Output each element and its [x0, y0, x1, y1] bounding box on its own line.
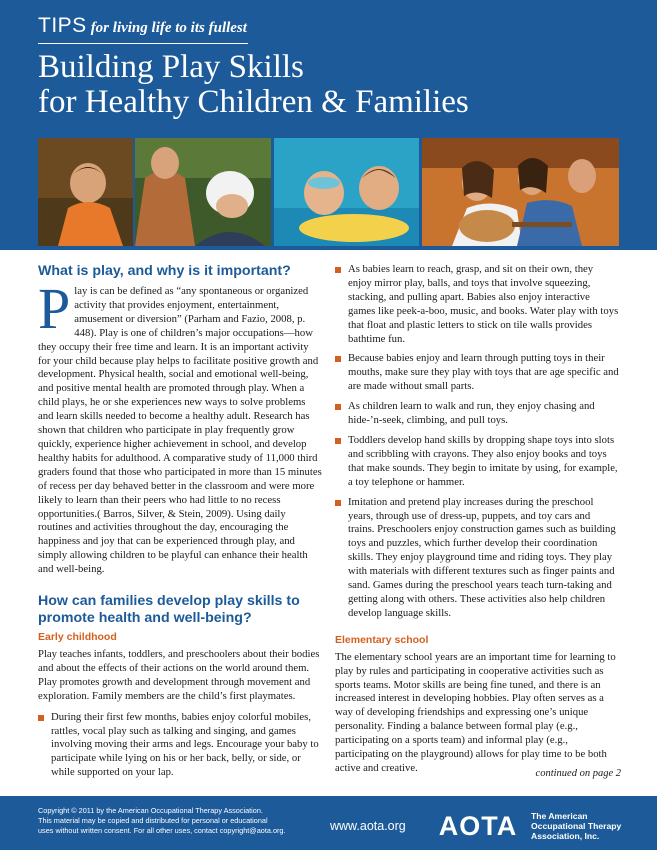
section-heading-what-is-play: What is play, and why is it important? — [38, 263, 291, 279]
bullet-square-icon — [335, 267, 341, 273]
tagline: for living life to its fullest — [90, 20, 247, 36]
photo-kids-swimming — [274, 138, 419, 246]
org-name-line: The American — [531, 811, 588, 821]
bullet-square-icon — [335, 356, 341, 362]
copyright-line: Copyright © 2011 by the American Occupational Therapy Association. — [38, 806, 263, 815]
copyright-line: uses without written consent. For all other uses, contact copyright@aota.org. — [38, 826, 286, 836]
list-item — [38, 711, 322, 781]
subheading-early-childhood: Early childhood — [38, 631, 117, 644]
list-item — [335, 434, 619, 490]
elementary-paragraph: The elementary school years are an important time for learning to play by rules and participating in cooperative activities such as sports teams. Motor skills are being fine tuned, and there is an increased interest in developing hobbies. Play often serves as a way of developing friendships and expressing one’s unique personality. Finding a balance between formal play (e.g., participating on a sports team) and informal play (e.g., participating on the playground) allows for play time to be both active and creative. — [335, 650, 616, 774]
footer — [0, 796, 657, 850]
list-item — [335, 496, 619, 621]
bullet-square-icon — [335, 438, 341, 444]
header-banner — [0, 0, 657, 250]
copyright-notice — [38, 806, 323, 837]
list-item — [335, 263, 619, 346]
bullet-text: Because babies enjoy and learn through putting toys in their mouths, make sure they play with toys that are age specific and are made without small parts. — [348, 352, 619, 393]
bullet-text: Imitation and pretend play increases during the preschool years, through use of dress-up, puppets, and toy cars and trains. Preschoolers enjoy construction games such as building toys and puzzles, which further develop their coordination skills. They enjoy playground time and riding toys. They play with materials with different textures such as finger paints and sand. Games during the preschool years teach turn-taking and getting along with others. These activities also help children develop language skills. — [348, 495, 616, 619]
left-column — [38, 263, 322, 786]
subheading-elementary-school: Elementary school — [335, 633, 429, 646]
right-bullet-list — [335, 263, 619, 621]
drop-cap: P — [38, 276, 71, 341]
photo-father-son-helmet — [135, 138, 271, 246]
bullet-text: As children learn to walk and run, they enjoy chasing and hide-’n-seek, climbing, and pull toys. — [348, 400, 595, 427]
org-name-line: Occupational Therapy — [531, 821, 622, 831]
bullet-text: During their first few months, babies enjoy colorful mobiles, rattles, vocal play such as talking and singing, and games involving moving their arms and legs. Encourage your baby to participate while lying on his or her back, belly, or side, or while supported on your lap. — [51, 710, 319, 779]
tips-tagline-row — [38, 14, 247, 38]
section-heading-families: How can families develop play skills to promote health and well-being? — [38, 593, 300, 627]
tips-label: TIPS — [38, 14, 87, 37]
photo-family-guitar — [422, 138, 619, 246]
intro-block — [38, 276, 322, 577]
website-link[interactable]: www.aota.org — [330, 819, 406, 833]
early-childhood-paragraph: Play teaches infants, toddlers, and preschoolers about their bodies and about the effects of their actions on the world around them. Play promotes growth and development through movement and exploration. Family members are the child’s first playmates. — [38, 648, 320, 702]
org-name — [531, 811, 621, 841]
logo-text: AOTA — [438, 811, 518, 840]
list-item — [335, 352, 619, 394]
page-title — [38, 50, 469, 120]
right-column — [335, 263, 619, 776]
continued-note: continued on page 2 — [535, 768, 621, 779]
bullet-text: Toddlers develop hand skills by dropping shape toys into slots and scribbling with crayons. They also enjoy books and toys that make sounds. They begin to imitate by using, for example, a toy telephone or hammer. — [348, 433, 618, 488]
left-bullet-list — [38, 711, 322, 781]
bullet-square-icon — [335, 500, 341, 506]
bullet-square-icon — [335, 404, 341, 410]
copyright-line: This material may be copied and distributed for personal or educational — [38, 816, 268, 826]
title-line-2: for Healthy Children & Families — [38, 84, 469, 120]
org-name-line: Association, Inc. — [531, 831, 600, 841]
intro-paragraph: lay is can be defined as “any spontaneous or organized activity that provides enjoyment, entertainment, amusement or diversion” (Parham and Fazio, 2008, p. 448). Play is one of children’s major occupations—how they occupy their free time and learn. It is an important activity for your child because play helps to facilitate positive growth and development. Physical health, social and emotional well-being, and positive mental health are promoted through play. When a child plays, he or she experiences new ways to solve problems and learn skills needed to become a healthy adult. Research has shown that children who participate in play frequently grow quickly, experience higher achievement in school, and develop healthy habits for adulthood. A comparative study of 11,000 third graders found that those who participated in more than 15 minutes of recess per day behaved better in the classroom and were more likely to learn than their peers who had little to no recess opportunities.( Barros, Silver, & Stein, 2009). Using daily routines and activities throughout the day, encouraging the happiness and joy that can be experienced through play, and simply allowing children to be playful can enhance their health and well-being. — [38, 285, 322, 576]
aota-logo — [430, 810, 526, 845]
photo-child-playing — [38, 138, 133, 246]
tagline-divider — [38, 43, 248, 44]
list-item — [335, 400, 619, 428]
bullet-text: As babies learn to reach, grasp, and sit on their own, they enjoy mirror play, balls, and toys that involve squeezing, stacking, and pulling apart. Babies also enjoy interactive games like peek-a-boo, music, and books. Water play with toys that float and plastic letters to stick on tile walls provides bathtime fun. — [348, 263, 619, 345]
bullet-square-icon — [38, 715, 44, 721]
title-line-1: Building Play Skills — [38, 49, 304, 85]
